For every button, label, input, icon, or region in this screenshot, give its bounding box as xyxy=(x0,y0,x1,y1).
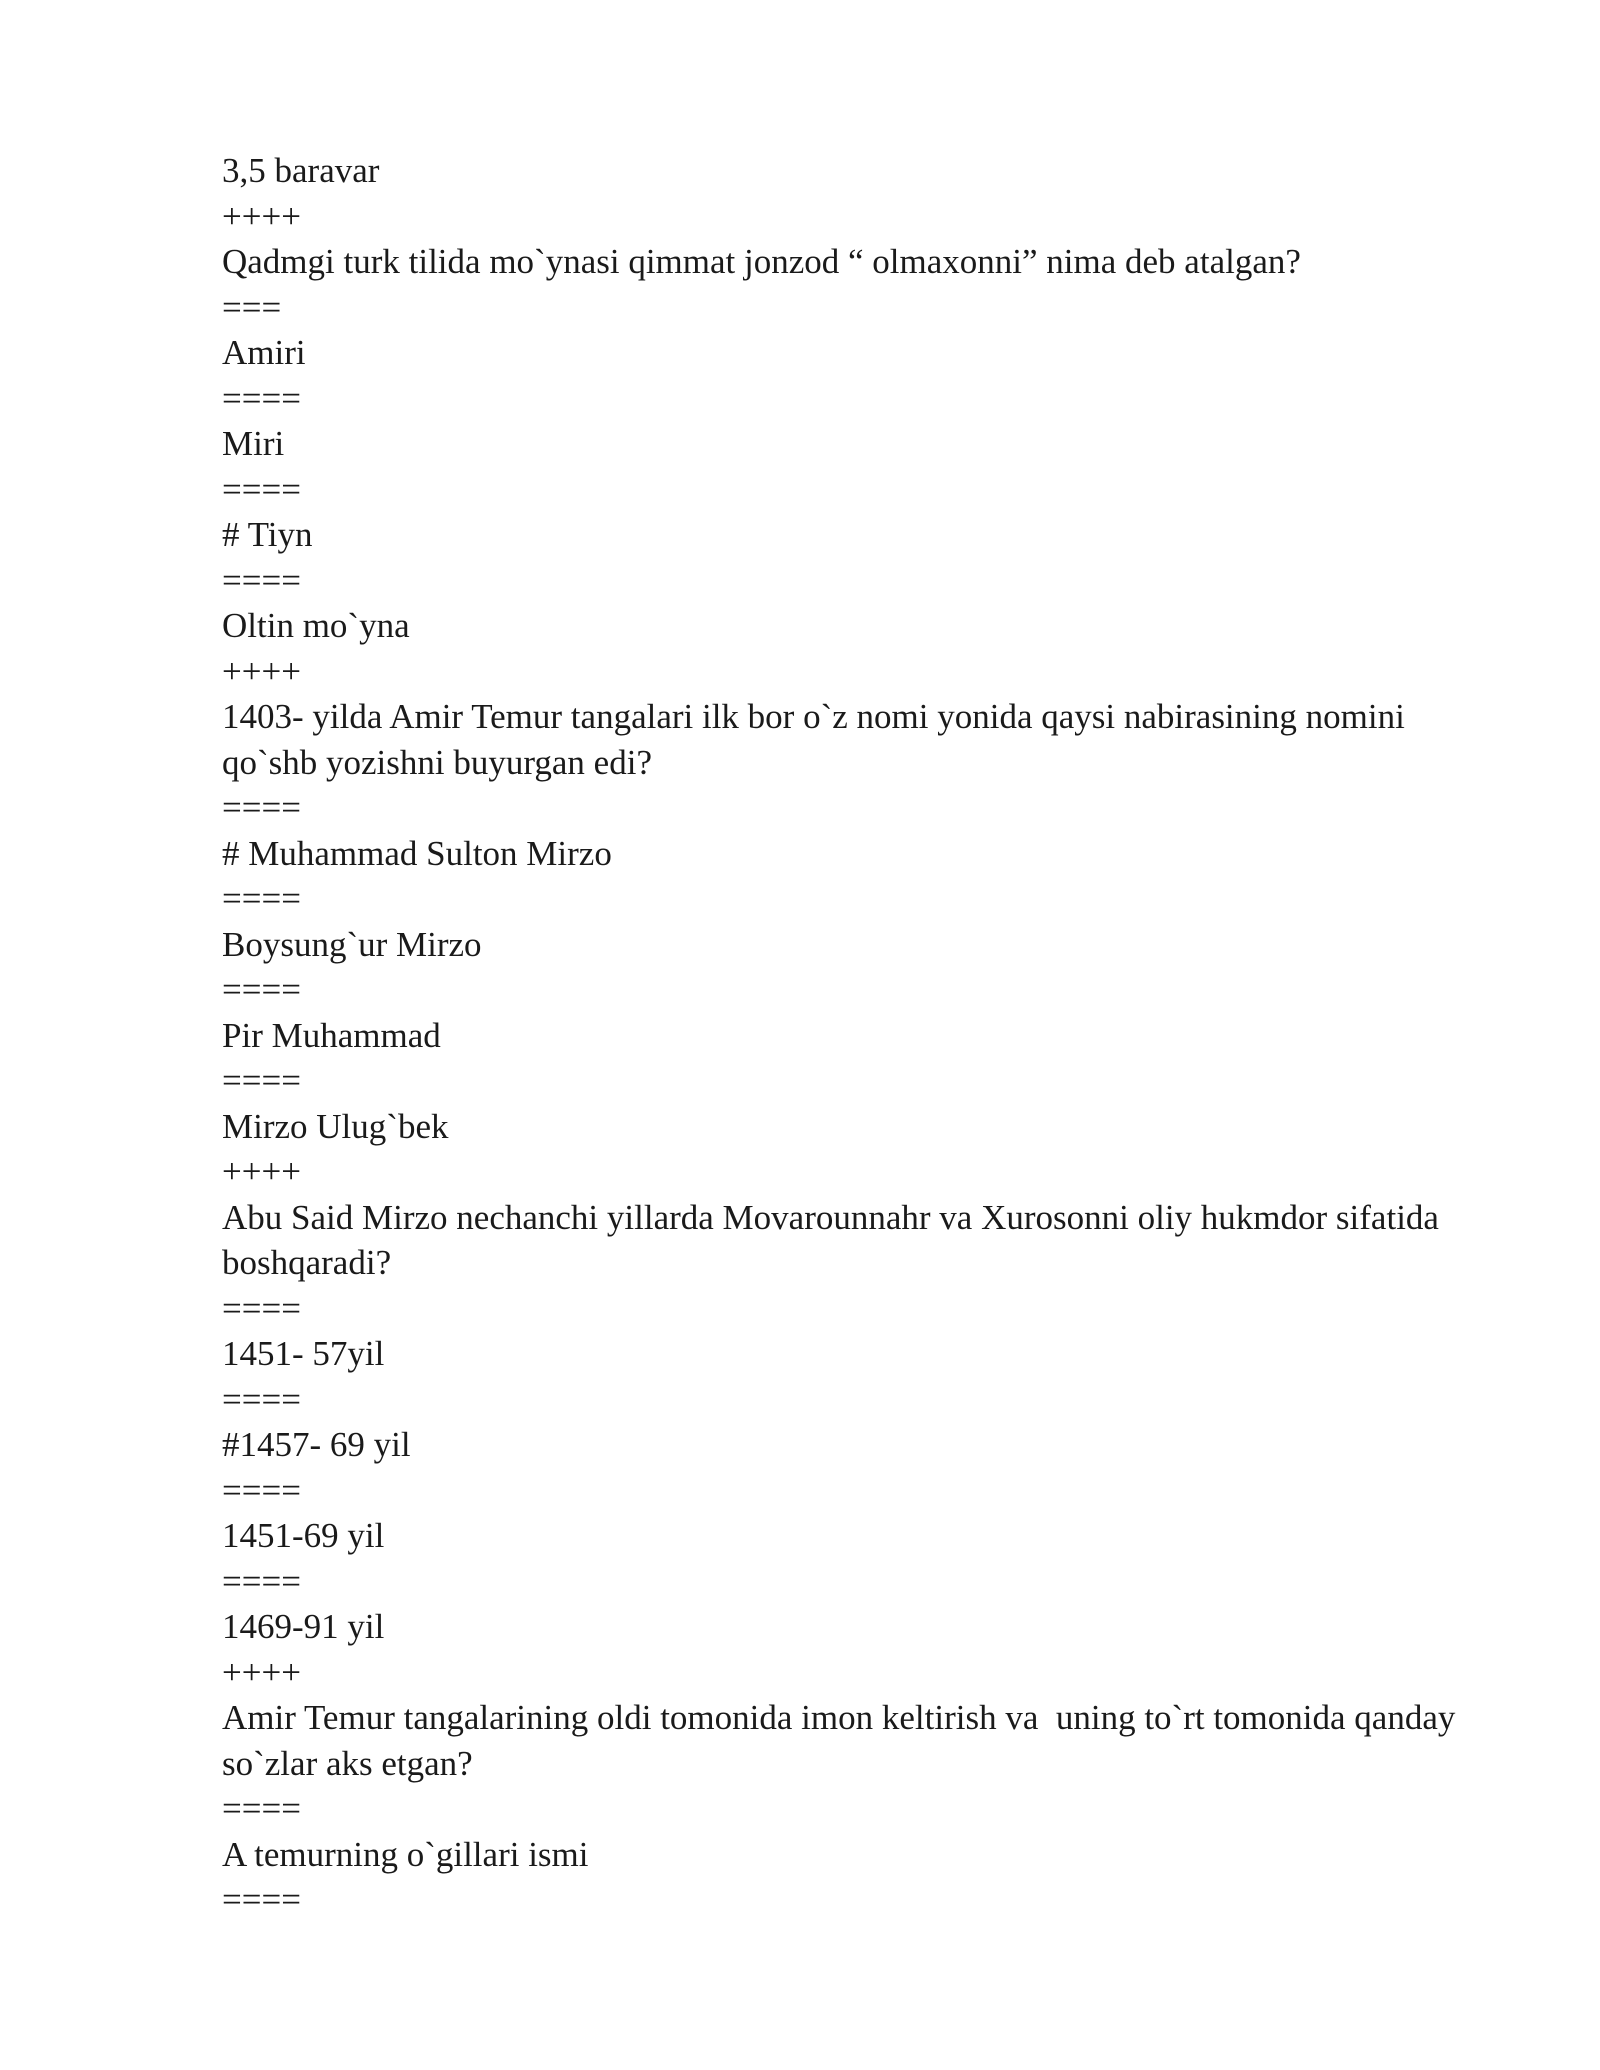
answer-line: Oltin mo`yna xyxy=(222,606,410,645)
separator-line: ++++ xyxy=(222,1152,301,1191)
separator-line: === xyxy=(222,287,282,327)
separator-line: ==== xyxy=(222,1061,301,1100)
answer-line: Boysung`ur Mirzo xyxy=(222,924,482,964)
answer-line: # Tiyn xyxy=(222,515,313,554)
answer-line: A temurning o`gillari ismi xyxy=(222,1834,589,1874)
answer-line: 1451-69 yil xyxy=(222,1516,385,1555)
question-line: 1403- yilda Amir Temur tangalari ilk bor o`z nomi yonida qaysi nabirasining nomini qo`shb yozishni buyurgan edi? xyxy=(222,697,1414,782)
separator-line: ==== xyxy=(222,1288,301,1328)
answer-line: Mirzo Ulug`bek xyxy=(222,1106,449,1146)
separator-line: ==== xyxy=(222,1789,301,1828)
separator-line: ++++ xyxy=(222,1652,301,1692)
answer-line: 1469-91 yil xyxy=(222,1607,385,1646)
separator-line: ++++ xyxy=(222,651,301,691)
answer-line: Pir Muhammad xyxy=(222,1015,441,1055)
separator-line: ==== xyxy=(222,378,301,418)
question-line: Amir Temur tangalarining oldi tomonida imon keltirish va uning to`rt tomonida qanday so`zlar aks etgan? xyxy=(222,1698,1465,1783)
question-line: Abu Said Mirzo nechanchi yillarda Movarounnahr va Xurosonni oliy hukmdor sifatida boshqaradi? xyxy=(222,1197,1448,1282)
separator-line: ==== xyxy=(222,1470,301,1510)
separator-line: ++++ xyxy=(222,196,301,236)
answer-line: Miri xyxy=(222,424,285,463)
separator-line: ==== xyxy=(222,1880,301,1919)
text-line: 3,5 baravar xyxy=(222,151,380,190)
answer-line: 1451- 57yil xyxy=(222,1334,385,1373)
separator-line: ==== xyxy=(222,469,301,509)
separator-line: ==== xyxy=(222,970,301,1009)
answer-line: # Muhammad Sulton Mirzo xyxy=(222,833,612,873)
answer-line: Amiri xyxy=(222,333,306,372)
separator-line: ==== xyxy=(222,1379,301,1419)
separator-line: ==== xyxy=(222,879,301,918)
question-line: Qadmgi turk tilida mo`ynasi qimmat jonzod “ olmaxonni” nima deb atalgan? xyxy=(222,242,1301,281)
document-body xyxy=(222,148,1482,1923)
separator-line: ==== xyxy=(222,1561,301,1601)
answer-line: #1457- 69 yil xyxy=(222,1425,411,1464)
separator-line: ==== xyxy=(222,560,301,600)
separator-line: ==== xyxy=(222,788,301,827)
